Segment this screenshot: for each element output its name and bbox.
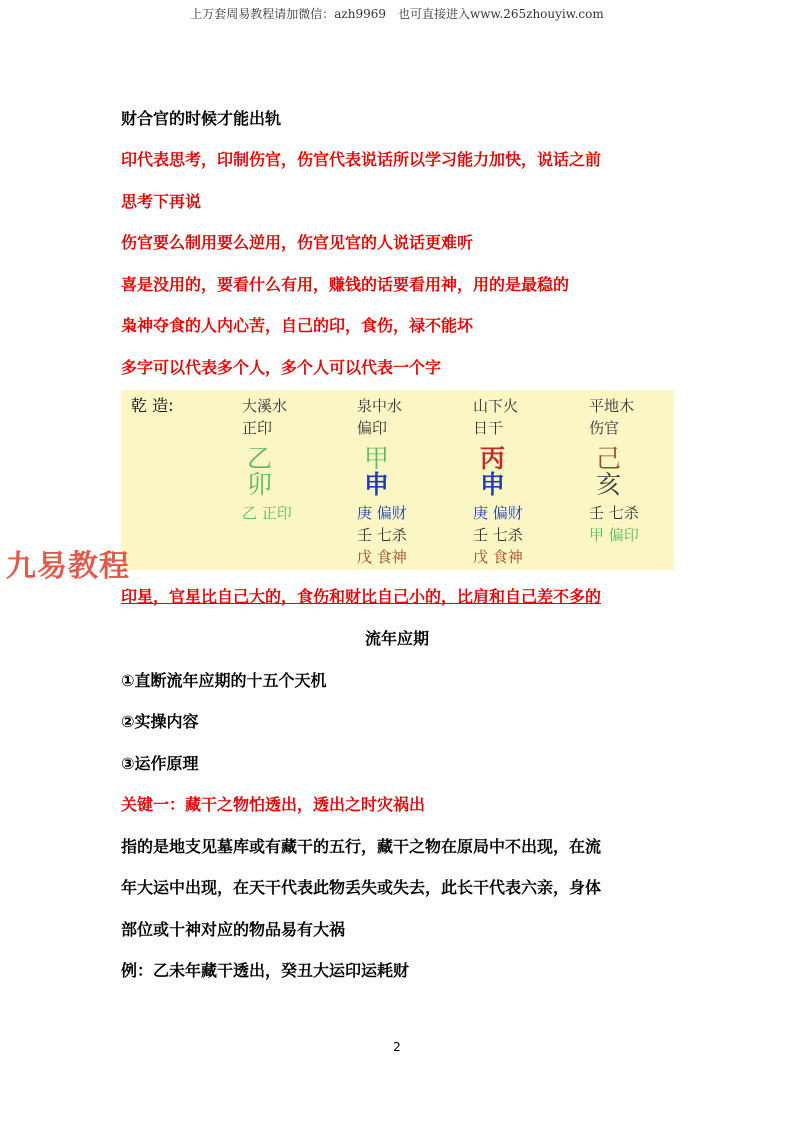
text-line: 例：乙未年藏干透出，癸丑大运印运耗财 (121, 961, 410, 980)
text-line: 部位或十神对应的物品易有大祸 (121, 920, 346, 939)
text-line: 关键一：藏干之物怕透出，透出之时灾祸出 (121, 795, 426, 814)
hidden-month-1: 庚 偏财 (357, 504, 407, 522)
nayin-hour: 平地木 (589, 397, 635, 415)
page-header: 上万套周易教程请加微信：azh9969 也可直接进入www.265zhouyiw.com (190, 7, 604, 21)
text-line: 指的是地支见墓库或有藏干的五行，藏干之物在原局中不出现，在流 (121, 837, 602, 856)
branch-month: 申 (364, 470, 390, 499)
shishen-day: 日干 (473, 419, 504, 437)
stem-day: 丙 (480, 444, 506, 473)
shishen-year: 正印 (242, 419, 273, 437)
chart-label: 乾 造: (131, 396, 174, 415)
hidden-hour-2: 甲 偏印 (589, 526, 639, 544)
stem-year: 乙 (247, 444, 273, 473)
hidden-hour-1: 壬 七杀 (589, 504, 639, 522)
watermark-logo: 九易教程 (6, 549, 130, 584)
branch-year: 卯 (247, 470, 273, 499)
text-line: ③运作原理 (121, 754, 199, 773)
stem-hour: 己 (596, 444, 622, 473)
text-line: 印代表思考，印制伤官，伤官代表说话所以学习能力加快，说话之前 (121, 150, 602, 169)
stem-month: 甲 (364, 444, 390, 473)
hidden-month-3: 戊 食神 (357, 548, 407, 566)
text-line: 财合官的时候才能出轨 (121, 109, 282, 128)
text-line: 伤官要么制用要么逆用，伤官见官的人说话更难听 (121, 233, 474, 252)
hidden-year-1: 乙 正印 (242, 504, 292, 522)
page-number: 2 (393, 1040, 401, 1054)
text-line: 思考下再说 (121, 192, 202, 211)
hidden-day-2: 壬 七杀 (473, 526, 523, 544)
section-title: 流年应期 (364, 629, 429, 648)
text-line: 多字可以代表多个人，多个人可以代表一个字 (121, 358, 442, 377)
hidden-day-3: 戊 食神 (473, 548, 523, 566)
hidden-month-2: 壬 七杀 (357, 526, 407, 544)
text-line: ②实操内容 (121, 712, 199, 731)
hidden-day-1: 庚 偏财 (473, 504, 523, 522)
branch-day: 申 (480, 470, 506, 499)
nayin-month: 泉中水 (357, 397, 403, 415)
nayin-day: 山下火 (473, 397, 519, 415)
text-line: 枭神夺食的人内心苦，自己的印，食伤，禄不能坏 (121, 316, 474, 335)
text-line: ①直断流年应期的十五个天机 (121, 671, 327, 690)
text-line: 喜是没用的，要看什么有用，赚钱的话要看用神，用的是最稳的 (121, 275, 570, 294)
branch-hour: 亥 (596, 470, 622, 499)
text-line: 年大运中出现，在天干代表此物丢失或失去，此长干代表六亲，身体 (121, 878, 602, 897)
bazi-chart (121, 390, 674, 570)
nayin-year: 大溪水 (242, 397, 288, 415)
shishen-month: 偏印 (357, 419, 388, 437)
text-line: 印星，官星比自己大的，食伤和财比自己小的，比肩和自己差不多的 (121, 587, 602, 606)
shishen-hour: 伤官 (589, 419, 620, 437)
